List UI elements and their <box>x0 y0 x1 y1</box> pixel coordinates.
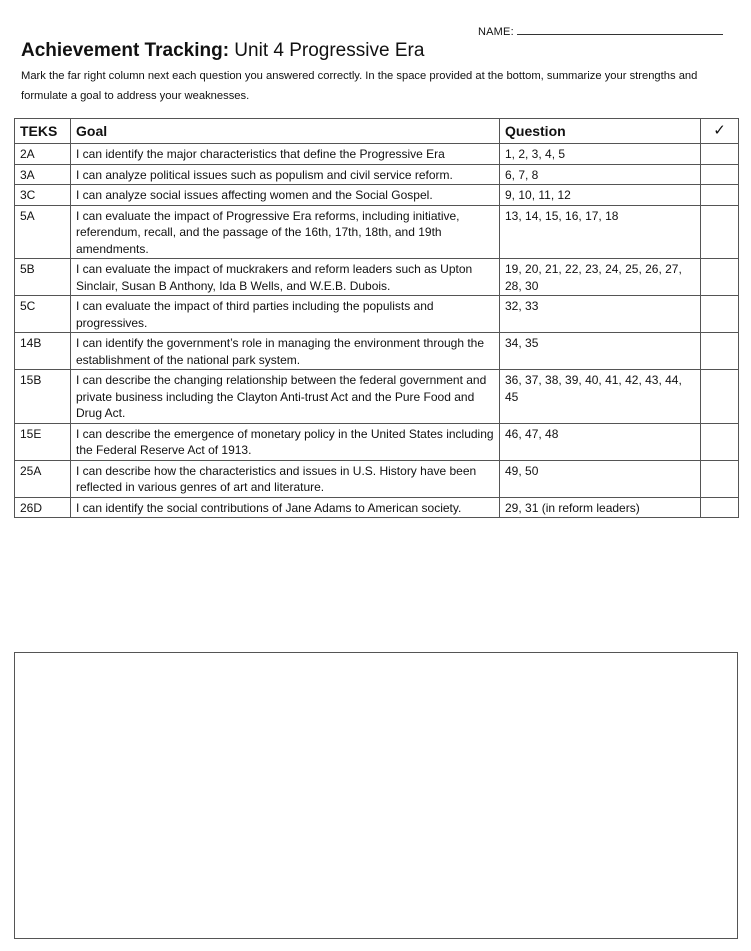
goal-cell: I can analyze political issues such as populism and civil service reform. <box>71 164 500 185</box>
header-check: ✓ <box>701 119 739 144</box>
questions-cell: 34, 35 <box>500 333 701 370</box>
goal-cell: I can evaluate the impact of muckrakers and reform leaders such as Upton Sinclair, Susan B Anthony, Ida B Wells, and W.E.B. Dubois. <box>71 259 500 296</box>
teks-cell: 26D <box>15 497 71 518</box>
questions-cell: 13, 14, 15, 16, 17, 18 <box>500 205 701 259</box>
name-blank-line[interactable] <box>517 24 723 35</box>
table-row <box>15 497 739 518</box>
goal-cell: I can identify the major characteristics that define the Progressive Era <box>71 144 500 165</box>
achievement-table <box>14 118 739 518</box>
questions-cell: 19, 20, 21, 22, 23, 24, 25, 26, 27, 28, 30 <box>500 259 701 296</box>
goal-cell: I can analyze social issues affecting women and the Social Gospel. <box>71 185 500 206</box>
teks-cell: 25A <box>15 460 71 497</box>
teks-cell: 3C <box>15 185 71 206</box>
teks-cell: 15B <box>15 370 71 424</box>
teks-cell: 15E <box>15 423 71 460</box>
questions-cell: 6, 7, 8 <box>500 164 701 185</box>
name-field[interactable] <box>478 24 723 38</box>
teks-cell: 5A <box>15 205 71 259</box>
questions-cell: 36, 37, 38, 39, 40, 41, 42, 43, 44, 45 <box>500 370 701 424</box>
questions-cell: 9, 10, 11, 12 <box>500 185 701 206</box>
check-cell[interactable] <box>701 460 739 497</box>
teks-cell: 3A <box>15 164 71 185</box>
instructions-text: Mark the far right column next each question you answered correctly. In the space provided at the bottom, summarize your strengths and formulate a goal to address your weaknesses. <box>21 70 698 102</box>
page-title <box>21 40 424 62</box>
questions-cell: 46, 47, 48 <box>500 423 701 460</box>
summary-writing-area[interactable] <box>14 652 738 939</box>
teks-cell: 2A <box>15 144 71 165</box>
title-bold-part: Achievement Tracking: <box>21 40 230 61</box>
check-cell[interactable] <box>701 296 739 333</box>
check-cell[interactable] <box>701 144 739 165</box>
table-row <box>15 164 739 185</box>
teks-cell: 14B <box>15 333 71 370</box>
questions-cell: 1, 2, 3, 4, 5 <box>500 144 701 165</box>
table-row <box>15 423 739 460</box>
check-cell[interactable] <box>701 259 739 296</box>
table-row <box>15 205 739 259</box>
header-goal: Goal <box>71 119 500 144</box>
table-row <box>15 144 739 165</box>
questions-cell: 32, 33 <box>500 296 701 333</box>
questions-cell: 49, 50 <box>500 460 701 497</box>
check-cell[interactable] <box>701 423 739 460</box>
table-row <box>15 370 739 424</box>
goal-cell: I can identify the government’s role in managing the environment through the establishment of the national park system. <box>71 333 500 370</box>
teks-cell: 5C <box>15 296 71 333</box>
goal-cell: I can identify the social contributions of Jane Adams to American society. <box>71 497 500 518</box>
name-label: NAME: <box>478 26 514 38</box>
teks-cell: 5B <box>15 259 71 296</box>
title-unit-part: Unit 4 Progressive Era <box>229 40 425 61</box>
table-row <box>15 333 739 370</box>
check-cell[interactable] <box>701 370 739 424</box>
check-cell[interactable] <box>701 205 739 259</box>
goal-cell: I can describe how the characteristics and issues in U.S. History have been reflected in various genres of art and literature. <box>71 460 500 497</box>
table-row <box>15 259 739 296</box>
goal-cell: I can describe the changing relationship between the federal government and private business including the Clayton Anti-trust Act and the Pure Food and Drug Act. <box>71 370 500 424</box>
goal-cell: I can evaluate the impact of third parties including the populists and progressives. <box>71 296 500 333</box>
check-cell[interactable] <box>701 185 739 206</box>
header-teks: TEKS <box>15 119 71 144</box>
table-row <box>15 460 739 497</box>
goal-cell: I can evaluate the impact of Progressive Era reforms, including initiative, referendum, recall, and the passage of the 16th, 17th, 18th, and 19th amendments. <box>71 205 500 259</box>
header-question: Question <box>500 119 701 144</box>
check-cell[interactable] <box>701 497 739 518</box>
check-cell[interactable] <box>701 333 739 370</box>
table-row <box>15 296 739 333</box>
table-header-row <box>15 119 739 144</box>
goal-cell: I can describe the emergence of monetary policy in the United States including the Federal Reserve Act of 1913. <box>71 423 500 460</box>
check-cell[interactable] <box>701 164 739 185</box>
table-row <box>15 185 739 206</box>
questions-cell: 29, 31 (in reform leaders) <box>500 497 701 518</box>
table-body <box>15 144 739 518</box>
